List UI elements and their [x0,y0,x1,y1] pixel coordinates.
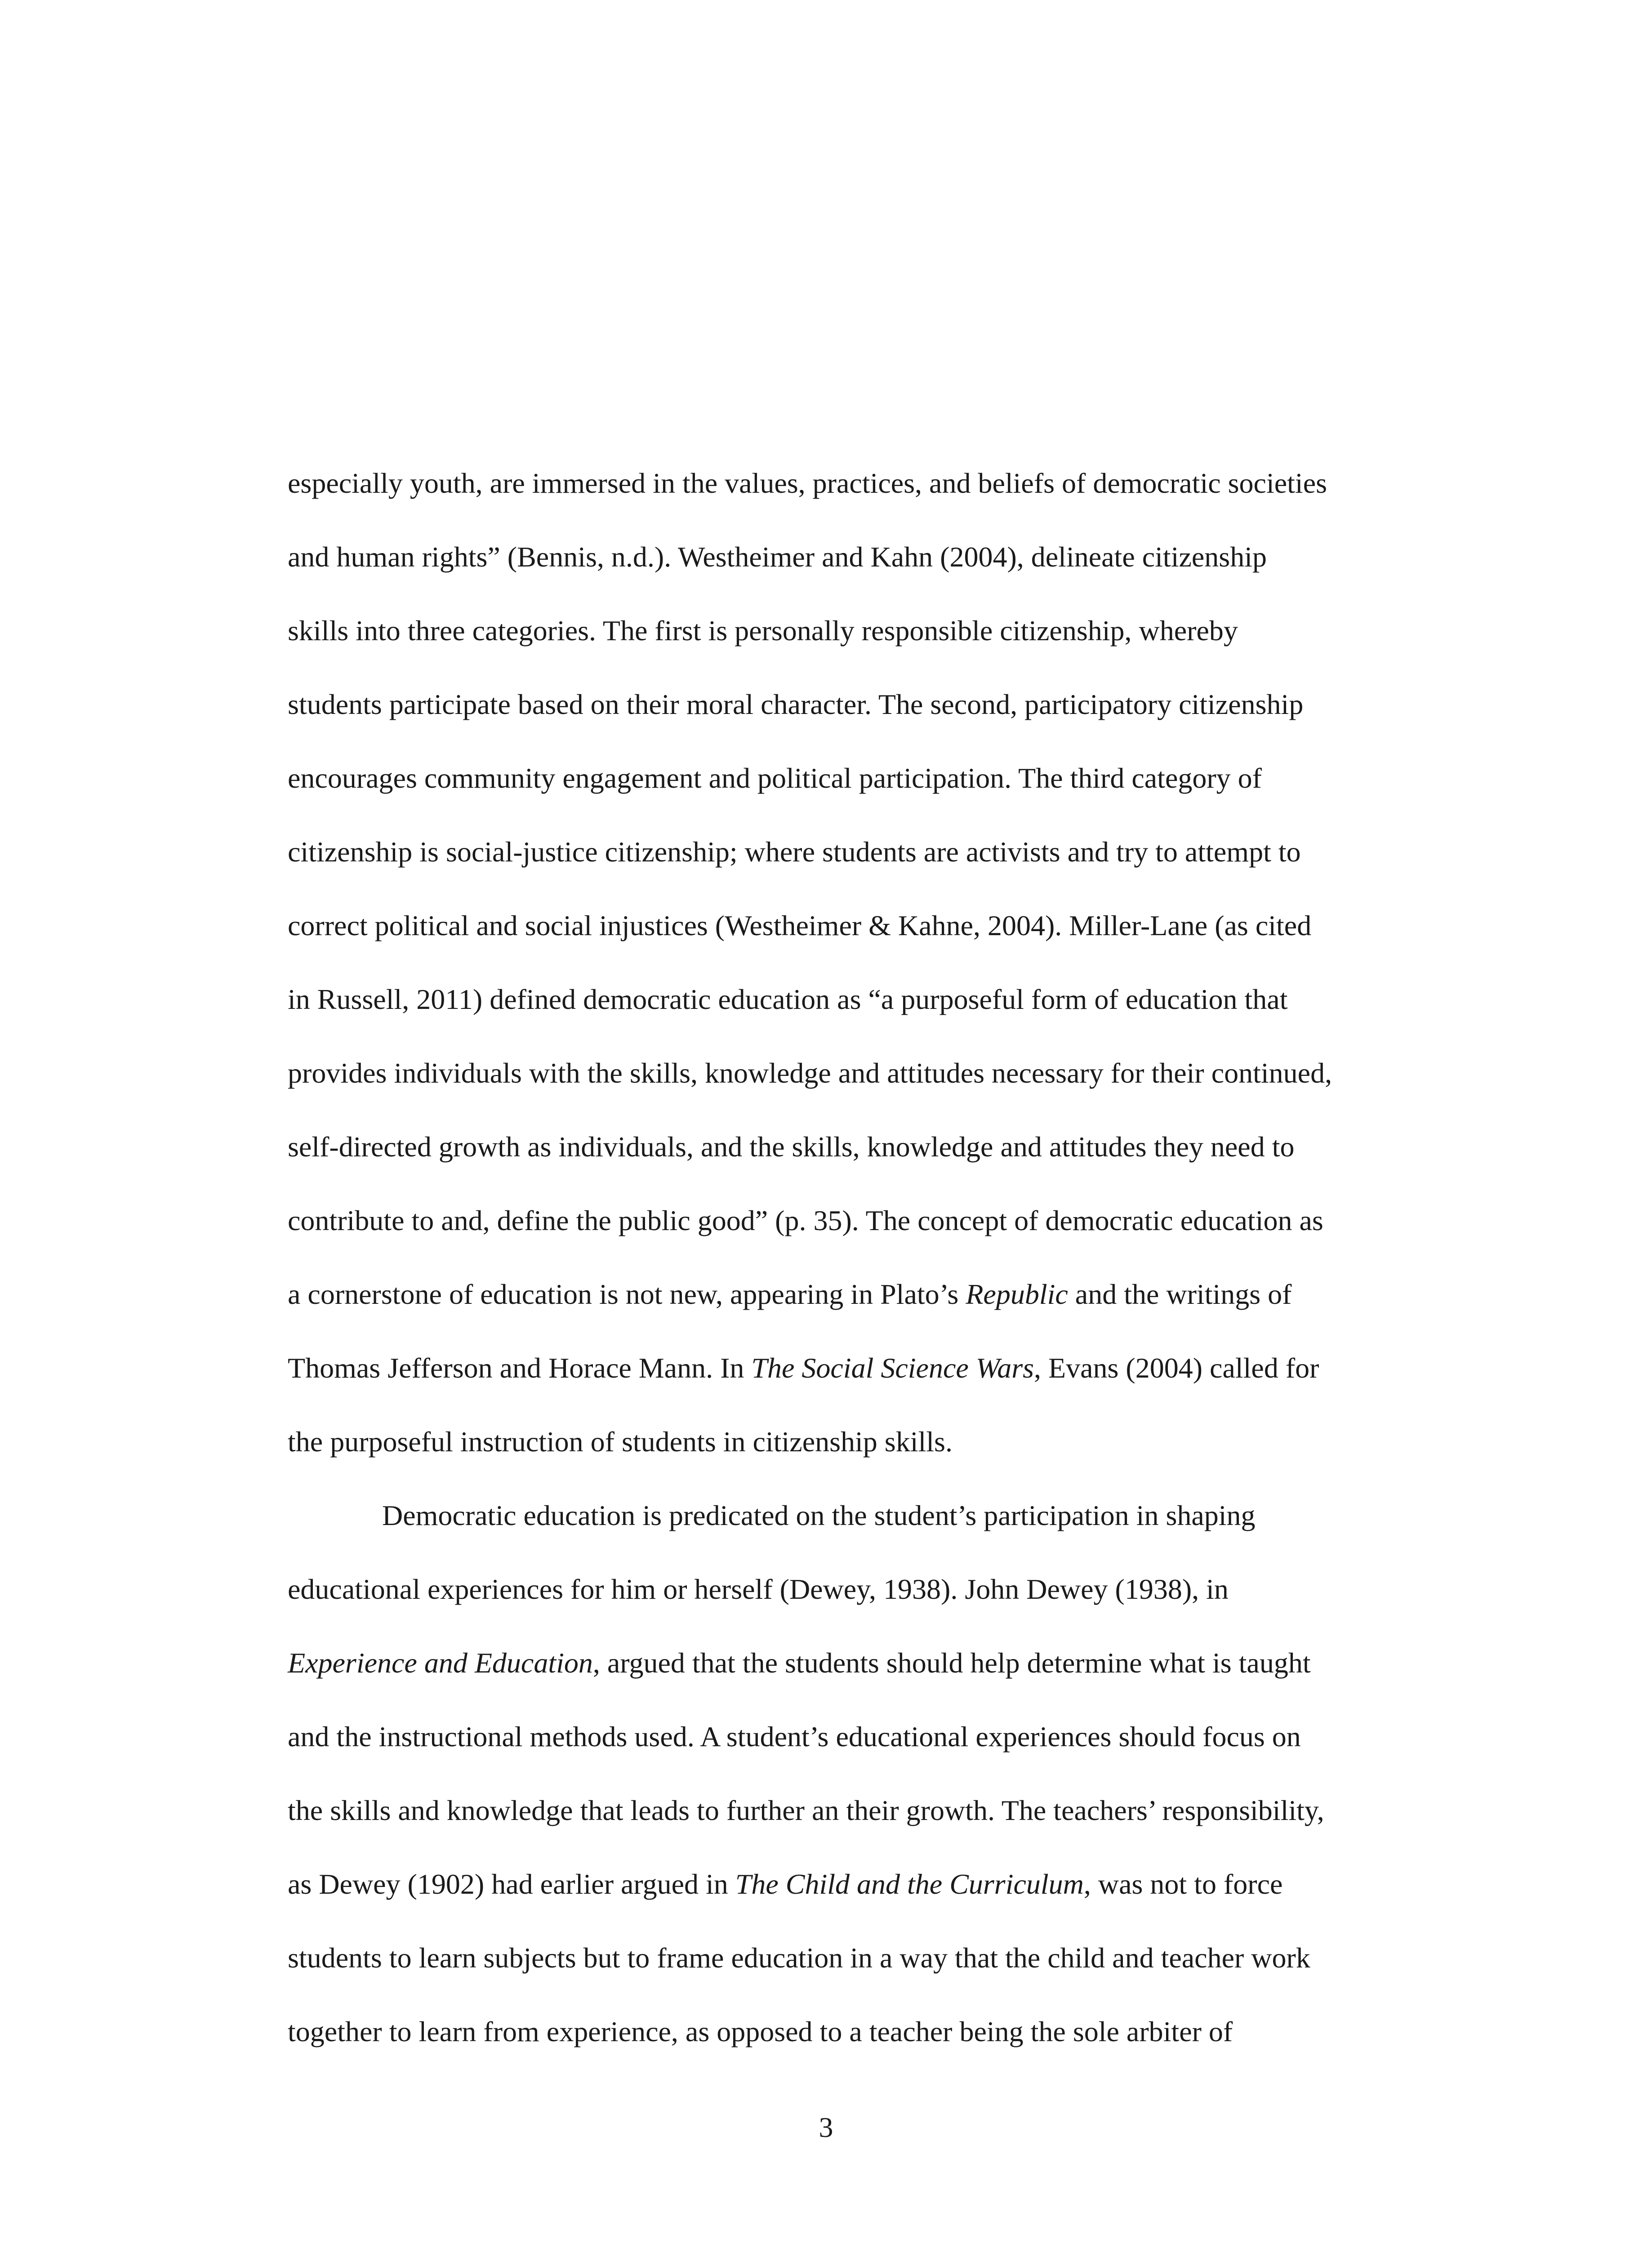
text-segment: and the instructional methods used. A student’s educational experiences should focus on [288,1721,1301,1753]
text-line [288,1719,1438,1793]
text-line [288,1793,1438,1866]
text-line [288,908,1438,981]
text-segment: the purposeful instruction of students in citizenship skills. [288,1426,953,1458]
italic-title: The Child and the Curriculum [735,1868,1084,1900]
text-line [288,1571,1438,1645]
text-segment: and human rights” (Bennis, n.d.). Westheimer and Kahn (2004), delineate citizenship [288,541,1267,573]
text-line [288,1055,1438,1129]
text-line [288,1424,1438,1498]
italic-title: The Social Science Wars [751,1352,1034,1384]
text-segment: encourages community engagement and political participation. The third category of [288,762,1262,794]
italic-title: Republic [966,1278,1068,1310]
text-segment: a cornerstone of education is not new, appearing in Plato’s [288,1278,966,1310]
text-line [288,834,1438,908]
text-line [288,1645,1438,1719]
text-segment: Thomas Jefferson and Horace Mann. In [288,1352,752,1384]
text-line [288,1350,1438,1424]
text-line [288,760,1438,834]
text-segment: , Evans (2004) called for [1034,1352,1319,1384]
text-line [288,1129,1438,1203]
text-segment: in Russell, 2011) defined democratic education as “a purposeful form of education that [288,983,1288,1015]
page-number: 3 [819,2111,833,2143]
text-segment: correct political and social injustices (Westheimer & Kahne, 2004). Miller-Lane (as cited [288,910,1312,941]
text-segment: self-directed growth as individuals, and the skills, knowledge and attitudes they need to [288,1131,1295,1163]
text-segment: as Dewey (1902) had earlier argued in [288,1868,735,1900]
text-line [288,1940,1438,2014]
text-line [288,1203,1438,1276]
text-line [288,1866,1438,1940]
text-line [288,981,1438,1055]
text-line [288,2014,1438,2087]
text-segment: educational experiences for him or herself (Dewey, 1938). John Dewey (1938), in [288,1573,1229,1605]
body-text [288,465,1438,2087]
text-segment: students participate based on their moral character. The second, participatory citizenship [288,688,1304,720]
text-segment: Democratic education is predicated on the student’s participation in shaping [382,1499,1256,1531]
text-segment: skills into three categories. The first is personally responsible citizenship, whereby [288,615,1238,647]
text-line [288,687,1438,760]
text-segment: especially youth, are immersed in the values, practices, and beliefs of democratic societies [288,467,1327,499]
italic-title: Experience and Education [288,1647,593,1679]
text-line [288,465,1438,539]
text-segment: the skills and knowledge that leads to further an their growth. The teachers’ responsibility, [288,1794,1324,1826]
text-line [288,539,1438,613]
text-segment: contribute to and, define the public good” (p. 35). The concept of democratic education as [288,1204,1323,1236]
text-line [288,1276,1438,1350]
text-segment: together to learn from experience, as opposed to a teacher being the sole arbiter of [288,2016,1233,2047]
text-line [288,613,1438,687]
text-segment: , was not to force [1083,1868,1283,1900]
text-segment: students to learn subjects but to frame education in a way that the child and teacher work [288,1942,1310,1974]
text-segment: and the writings of [1068,1278,1292,1310]
text-line [288,1498,1438,1571]
text-segment: provides individuals with the skills, knowledge and attitudes necessary for their continued, [288,1057,1332,1089]
text-segment: citizenship is social-justice citizenship; where students are activists and try to attempt to [288,836,1301,868]
text-segment: , argued that the students should help determine what is taught [592,1647,1311,1679]
